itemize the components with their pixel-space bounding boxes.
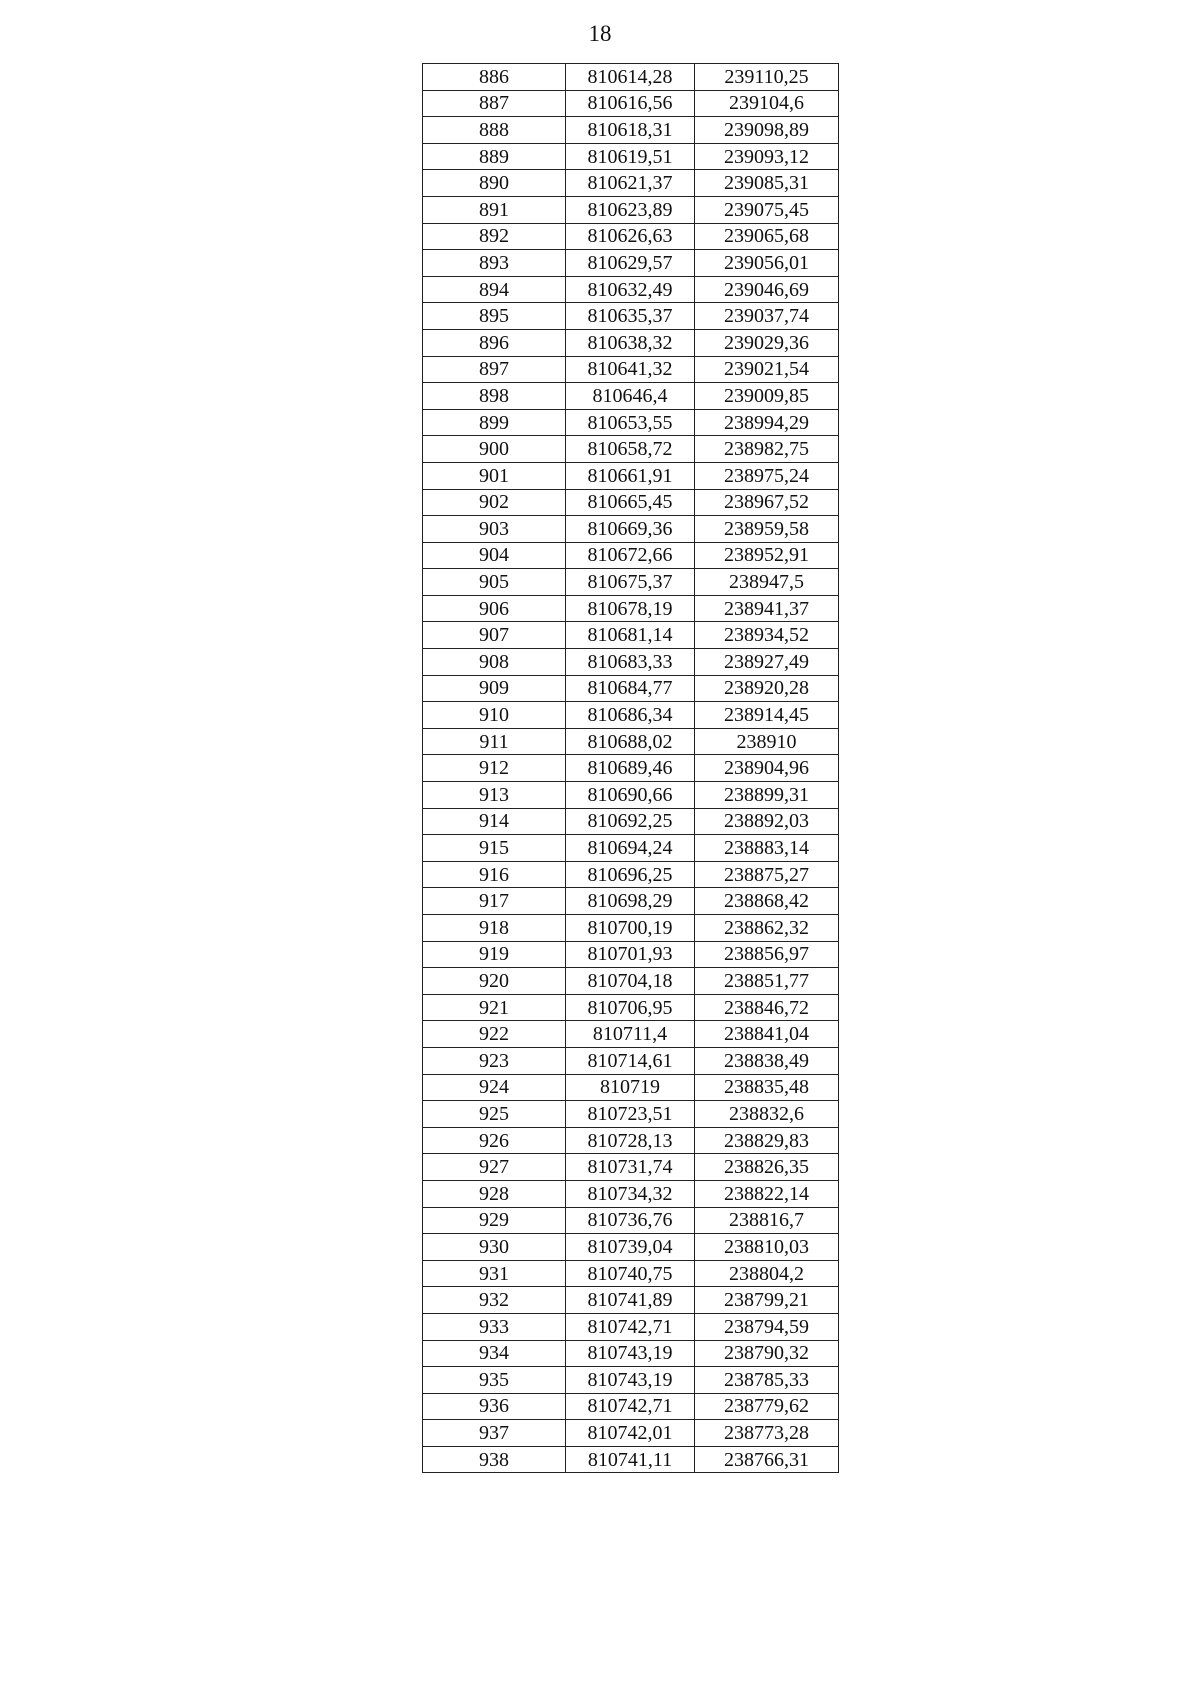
y-coordinate-cell: 239046,69 [695, 276, 839, 303]
point-number-cell: 934 [423, 1340, 566, 1367]
x-coordinate-cell: 810742,71 [566, 1313, 695, 1340]
point-number-cell: 907 [423, 622, 566, 649]
y-coordinate-cell: 238959,58 [695, 516, 839, 543]
table-row [423, 542, 839, 569]
point-number-cell: 889 [423, 143, 566, 170]
y-coordinate-cell: 238846,72 [695, 994, 839, 1021]
x-coordinate-cell: 810690,66 [566, 782, 695, 809]
point-number-cell: 900 [423, 436, 566, 463]
table-row [423, 941, 839, 968]
point-number-cell: 927 [423, 1154, 566, 1181]
table-row [423, 436, 839, 463]
point-number-cell: 903 [423, 516, 566, 543]
x-coordinate-cell: 810741,11 [566, 1446, 695, 1473]
point-number-cell: 895 [423, 303, 566, 330]
y-coordinate-cell: 239110,25 [695, 64, 839, 91]
point-number-cell: 919 [423, 941, 566, 968]
x-coordinate-cell: 810618,31 [566, 117, 695, 144]
point-number-cell: 898 [423, 383, 566, 410]
point-number-cell: 910 [423, 702, 566, 729]
table-row [423, 728, 839, 755]
point-number-cell: 911 [423, 728, 566, 755]
y-coordinate-cell: 238829,83 [695, 1127, 839, 1154]
x-coordinate-cell: 810719 [566, 1074, 695, 1101]
x-coordinate-cell: 810623,89 [566, 196, 695, 223]
table-row [423, 276, 839, 303]
y-coordinate-cell: 238883,14 [695, 835, 839, 862]
y-coordinate-cell: 238816,7 [695, 1207, 839, 1234]
point-number-cell: 904 [423, 542, 566, 569]
x-coordinate-cell: 810619,51 [566, 143, 695, 170]
point-number-cell: 925 [423, 1101, 566, 1128]
x-coordinate-cell: 810646,4 [566, 383, 695, 410]
table-row [423, 64, 839, 91]
x-coordinate-cell: 810728,13 [566, 1127, 695, 1154]
x-coordinate-cell: 810681,14 [566, 622, 695, 649]
x-coordinate-cell: 810731,74 [566, 1154, 695, 1181]
x-coordinate-cell: 810704,18 [566, 968, 695, 995]
table-row [423, 1127, 839, 1154]
table-row [423, 223, 839, 250]
x-coordinate-cell: 810700,19 [566, 915, 695, 942]
point-number-cell: 916 [423, 861, 566, 888]
point-number-cell: 890 [423, 170, 566, 197]
point-number-cell: 905 [423, 569, 566, 596]
point-number-cell: 926 [423, 1127, 566, 1154]
x-coordinate-cell: 810672,66 [566, 542, 695, 569]
table-row [423, 649, 839, 676]
x-coordinate-cell: 810658,72 [566, 436, 695, 463]
table-row [423, 383, 839, 410]
x-coordinate-cell: 810683,33 [566, 649, 695, 676]
table-row [423, 329, 839, 356]
point-number-cell: 923 [423, 1047, 566, 1074]
x-coordinate-cell: 810678,19 [566, 595, 695, 622]
point-number-cell: 918 [423, 915, 566, 942]
y-coordinate-cell: 238835,48 [695, 1074, 839, 1101]
y-coordinate-cell: 239056,01 [695, 250, 839, 277]
point-number-cell: 893 [423, 250, 566, 277]
x-coordinate-cell: 810701,93 [566, 941, 695, 968]
x-coordinate-cell: 810743,19 [566, 1367, 695, 1394]
table-row [423, 1207, 839, 1234]
x-coordinate-cell: 810692,25 [566, 808, 695, 835]
y-coordinate-cell: 239085,31 [695, 170, 839, 197]
y-coordinate-cell: 238804,2 [695, 1260, 839, 1287]
table-row [423, 569, 839, 596]
point-number-cell: 938 [423, 1446, 566, 1473]
table-row [423, 489, 839, 516]
table-row [423, 1446, 839, 1473]
y-coordinate-cell: 238952,91 [695, 542, 839, 569]
table-row [423, 1260, 839, 1287]
point-number-cell: 897 [423, 356, 566, 383]
coordinates-table-body [423, 64, 839, 1473]
point-number-cell: 899 [423, 409, 566, 436]
point-number-cell: 920 [423, 968, 566, 995]
y-coordinate-cell: 238910 [695, 728, 839, 755]
y-coordinate-cell: 238841,04 [695, 1021, 839, 1048]
x-coordinate-cell: 810711,4 [566, 1021, 695, 1048]
y-coordinate-cell: 238899,31 [695, 782, 839, 809]
x-coordinate-cell: 810736,76 [566, 1207, 695, 1234]
table-row [423, 675, 839, 702]
table-row [423, 1287, 839, 1314]
x-coordinate-cell: 810653,55 [566, 409, 695, 436]
x-coordinate-cell: 810740,75 [566, 1260, 695, 1287]
x-coordinate-cell: 810621,37 [566, 170, 695, 197]
x-coordinate-cell: 810698,29 [566, 888, 695, 915]
y-coordinate-cell: 238779,62 [695, 1393, 839, 1420]
point-number-cell: 930 [423, 1234, 566, 1261]
point-number-cell: 912 [423, 755, 566, 782]
x-coordinate-cell: 810741,89 [566, 1287, 695, 1314]
table-row [423, 196, 839, 223]
table-row [423, 1340, 839, 1367]
y-coordinate-cell: 238794,59 [695, 1313, 839, 1340]
x-coordinate-cell: 810641,32 [566, 356, 695, 383]
point-number-cell: 935 [423, 1367, 566, 1394]
y-coordinate-cell: 238868,42 [695, 888, 839, 915]
y-coordinate-cell: 238927,49 [695, 649, 839, 676]
table-row [423, 994, 839, 1021]
y-coordinate-cell: 239009,85 [695, 383, 839, 410]
y-coordinate-cell: 238967,52 [695, 489, 839, 516]
x-coordinate-cell: 810614,28 [566, 64, 695, 91]
y-coordinate-cell: 239029,36 [695, 329, 839, 356]
y-coordinate-cell: 238994,29 [695, 409, 839, 436]
y-coordinate-cell: 238773,28 [695, 1420, 839, 1447]
table-row [423, 1420, 839, 1447]
y-coordinate-cell: 238914,45 [695, 702, 839, 729]
table-row [423, 755, 839, 782]
point-number-cell: 894 [423, 276, 566, 303]
y-coordinate-cell: 238875,27 [695, 861, 839, 888]
x-coordinate-cell: 810742,01 [566, 1420, 695, 1447]
y-coordinate-cell: 238982,75 [695, 436, 839, 463]
point-number-cell: 909 [423, 675, 566, 702]
table-row [423, 117, 839, 144]
point-number-cell: 896 [423, 329, 566, 356]
y-coordinate-cell: 238941,37 [695, 595, 839, 622]
point-number-cell: 908 [423, 649, 566, 676]
x-coordinate-cell: 810688,02 [566, 728, 695, 755]
point-number-cell: 906 [423, 595, 566, 622]
table-row [423, 356, 839, 383]
point-number-cell: 928 [423, 1180, 566, 1207]
point-number-cell: 886 [423, 64, 566, 91]
x-coordinate-cell: 810669,36 [566, 516, 695, 543]
table-row [423, 1313, 839, 1340]
table-row [423, 1367, 839, 1394]
point-number-cell: 937 [423, 1420, 566, 1447]
x-coordinate-cell: 810739,04 [566, 1234, 695, 1261]
point-number-cell: 917 [423, 888, 566, 915]
table-row [423, 782, 839, 809]
point-number-cell: 922 [423, 1021, 566, 1048]
y-coordinate-cell: 238920,28 [695, 675, 839, 702]
point-number-cell: 932 [423, 1287, 566, 1314]
table-row [423, 1393, 839, 1420]
table-row [423, 835, 839, 862]
x-coordinate-cell: 810665,45 [566, 489, 695, 516]
table-row [423, 90, 839, 117]
y-coordinate-cell: 238838,49 [695, 1047, 839, 1074]
table-row [423, 915, 839, 942]
x-coordinate-cell: 810696,25 [566, 861, 695, 888]
x-coordinate-cell: 810626,63 [566, 223, 695, 250]
point-number-cell: 888 [423, 117, 566, 144]
y-coordinate-cell: 238934,52 [695, 622, 839, 649]
x-coordinate-cell: 810743,19 [566, 1340, 695, 1367]
y-coordinate-cell: 239104,6 [695, 90, 839, 117]
table-row [423, 1154, 839, 1181]
table-row [423, 409, 839, 436]
y-coordinate-cell: 239098,89 [695, 117, 839, 144]
x-coordinate-cell: 810689,46 [566, 755, 695, 782]
y-coordinate-cell: 238785,33 [695, 1367, 839, 1394]
y-coordinate-cell: 238975,24 [695, 462, 839, 489]
point-number-cell: 914 [423, 808, 566, 835]
x-coordinate-cell: 810638,32 [566, 329, 695, 356]
y-coordinate-cell: 238904,96 [695, 755, 839, 782]
point-number-cell: 891 [423, 196, 566, 223]
table-row [423, 1047, 839, 1074]
y-coordinate-cell: 238856,97 [695, 941, 839, 968]
table-row [423, 861, 839, 888]
table-row [423, 1101, 839, 1128]
y-coordinate-cell: 239093,12 [695, 143, 839, 170]
x-coordinate-cell: 810632,49 [566, 276, 695, 303]
y-coordinate-cell: 238766,31 [695, 1446, 839, 1473]
y-coordinate-cell: 239021,54 [695, 356, 839, 383]
point-number-cell: 924 [423, 1074, 566, 1101]
x-coordinate-cell: 810675,37 [566, 569, 695, 596]
y-coordinate-cell: 238822,14 [695, 1180, 839, 1207]
y-coordinate-cell: 238826,35 [695, 1154, 839, 1181]
point-number-cell: 892 [423, 223, 566, 250]
page-number: 18 [588, 21, 612, 46]
table-row [423, 595, 839, 622]
point-number-cell: 931 [423, 1260, 566, 1287]
x-coordinate-cell: 810706,95 [566, 994, 695, 1021]
x-coordinate-cell: 810661,91 [566, 462, 695, 489]
point-number-cell: 936 [423, 1393, 566, 1420]
point-number-cell: 902 [423, 489, 566, 516]
point-number-cell: 887 [423, 90, 566, 117]
table-row [423, 1074, 839, 1101]
y-coordinate-cell: 238892,03 [695, 808, 839, 835]
point-number-cell: 929 [423, 1207, 566, 1234]
x-coordinate-cell: 810616,56 [566, 90, 695, 117]
coordinates-table [422, 63, 839, 1473]
x-coordinate-cell: 810684,77 [566, 675, 695, 702]
y-coordinate-cell: 239075,45 [695, 196, 839, 223]
x-coordinate-cell: 810686,34 [566, 702, 695, 729]
table-row [423, 462, 839, 489]
x-coordinate-cell: 810629,57 [566, 250, 695, 277]
point-number-cell: 921 [423, 994, 566, 1021]
x-coordinate-cell: 810635,37 [566, 303, 695, 330]
y-coordinate-cell: 239065,68 [695, 223, 839, 250]
x-coordinate-cell: 810734,32 [566, 1180, 695, 1207]
table-row [423, 250, 839, 277]
table-row [423, 143, 839, 170]
y-coordinate-cell: 238810,03 [695, 1234, 839, 1261]
point-number-cell: 915 [423, 835, 566, 862]
table-row [423, 1180, 839, 1207]
table-row [423, 622, 839, 649]
x-coordinate-cell: 810714,61 [566, 1047, 695, 1074]
table-row [423, 170, 839, 197]
point-number-cell: 901 [423, 462, 566, 489]
y-coordinate-cell: 238790,32 [695, 1340, 839, 1367]
table-row [423, 808, 839, 835]
table-row [423, 516, 839, 543]
table-row [423, 303, 839, 330]
table-row [423, 1021, 839, 1048]
y-coordinate-cell: 238799,21 [695, 1287, 839, 1314]
point-number-cell: 933 [423, 1313, 566, 1340]
point-number-cell: 913 [423, 782, 566, 809]
y-coordinate-cell: 239037,74 [695, 303, 839, 330]
x-coordinate-cell: 810723,51 [566, 1101, 695, 1128]
table-row [423, 702, 839, 729]
y-coordinate-cell: 238947,5 [695, 569, 839, 596]
y-coordinate-cell: 238862,32 [695, 915, 839, 942]
x-coordinate-cell: 810694,24 [566, 835, 695, 862]
y-coordinate-cell: 238851,77 [695, 968, 839, 995]
table-row [423, 888, 839, 915]
y-coordinate-cell: 238832,6 [695, 1101, 839, 1128]
table-row [423, 1234, 839, 1261]
table-row [423, 968, 839, 995]
x-coordinate-cell: 810742,71 [566, 1393, 695, 1420]
